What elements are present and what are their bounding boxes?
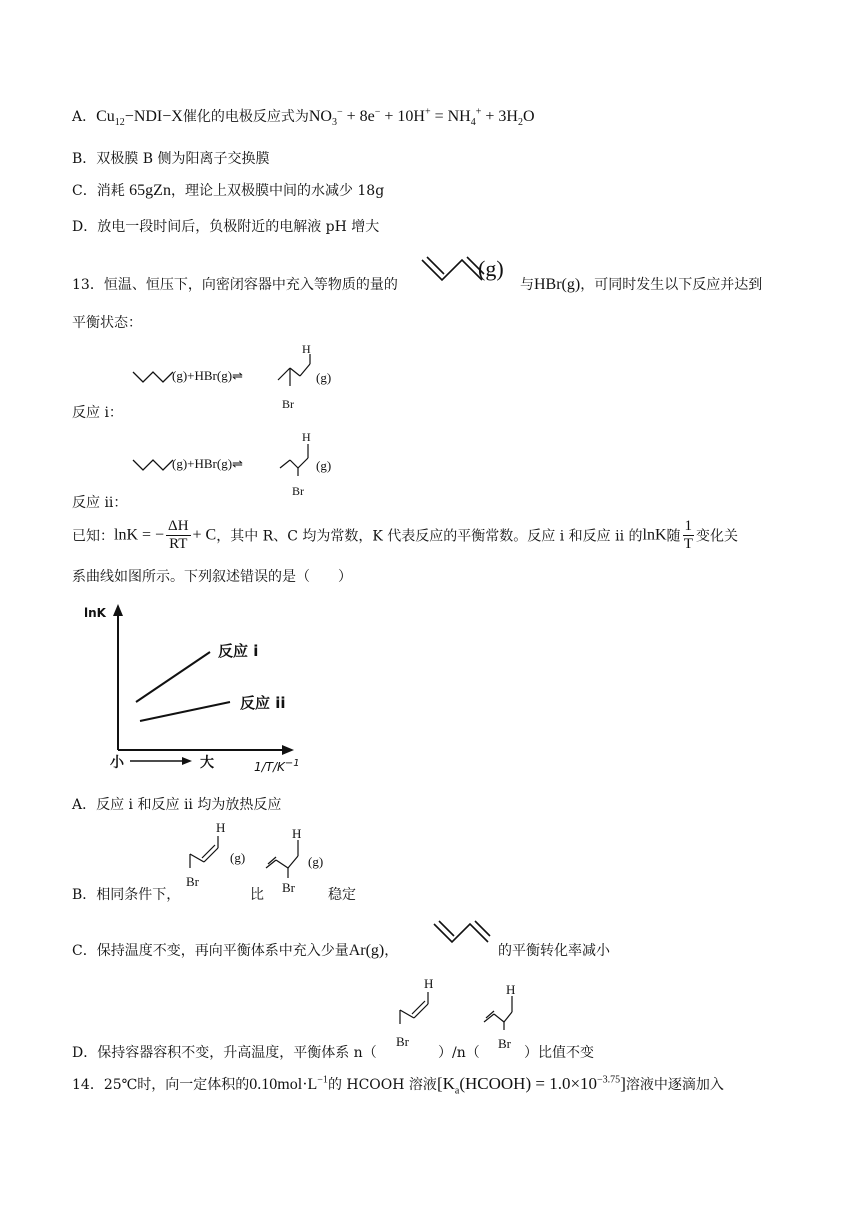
option-b-s2-br: Br — [282, 880, 295, 895]
option-d-s1-h: H — [424, 976, 434, 991]
q13-stem-line2: 平衡状态： — [72, 315, 142, 331]
q13-option-a: A．反应 i 和反应 ii 均为放热反应 — [72, 797, 282, 813]
option-b-s1-g: (g) — [230, 850, 246, 865]
direction-arrow-head — [182, 757, 192, 765]
option-d-1-bromo-2-butene — [394, 986, 438, 1036]
reaction-ii-label: 反应 ii： — [72, 495, 128, 511]
reaction-ii-g: (g) — [316, 458, 332, 473]
option-d-s2-br: Br — [498, 1036, 511, 1051]
reaction-ii-product — [278, 436, 318, 486]
q14-stem: 14．25℃时，向一定体积的$0.10mol\cdot L^{-1}$的 HCOOH 溶液$[K_a(HCOOH) = 1.0\times 10^{-3.75}]$溶液中逐滴加入 — [72, 1074, 724, 1097]
chart-large-label: 大 — [200, 755, 214, 771]
q13-option-d-post: ）比值不变 — [524, 1045, 594, 1061]
reaction-ii-h: H — [302, 430, 311, 444]
option-b-1-bromo-2-butene — [184, 832, 228, 880]
q12-option-a: A．$Cu_{12}-NDI-X$催化的电极反应式为$NO_3^- + 8e^- + 10H^+ = NH_4^+ + 3H_2O$ — [72, 106, 535, 129]
series-reaction-i-line — [136, 652, 210, 702]
diene-gas-label: (g) — [478, 256, 504, 281]
option-b-s1-h: H — [216, 820, 226, 835]
q13-option-d-mid: ）/n（ — [438, 1045, 480, 1061]
option-d-s1-br: Br — [396, 1034, 409, 1049]
q13-stem-last: 系曲线如图所示。下列叙述错误的是（ ） — [72, 569, 352, 585]
q13-known-line: 已知：lnK = − $\frac{\Delta H}{RT}$ + C，其中 R、C 均为常数，K 代表反应的平衡常数。反应 i 和反应 ii 的lnK随 $\frac{1}{T}$ 变化关 — [72, 518, 739, 552]
reaction-ii-br: Br — [292, 484, 304, 498]
q12-option-c: C．消耗 65gZn，理论上双极膜中间的水减少 18g — [72, 182, 385, 199]
q12-option-d: D．放电一段时间后，负极附近的电解液 pH 增大 — [72, 219, 380, 235]
option-b-s1-br: Br — [186, 874, 199, 889]
q13-option-d-pre: D．保持容器容积不变，升高温度，平衡体系 n（ — [72, 1045, 377, 1061]
option-b-3-bromo-1-butene — [264, 836, 308, 884]
reaction-ii-reactants: (g)+HBr(g)⇌ — [172, 456, 243, 471]
option-b-s2-g: (g) — [308, 854, 324, 869]
option-c-butadiene — [432, 916, 496, 952]
q13-option-c-post: 的平衡转化率减小 — [498, 943, 610, 959]
chart-small-label: 小 — [110, 755, 124, 771]
chart-series-ii-label: 反应 ii — [240, 694, 286, 712]
q13-option-b-pre: B．相同条件下， — [72, 887, 181, 903]
q12-option-b: B．双极膜 B 侧为阳离子交换膜 — [72, 151, 270, 167]
reaction-i-h: H — [302, 342, 311, 356]
reaction-ii-diene — [132, 458, 174, 474]
reaction-i-reactants: (g)+HBr(g)⇌ — [172, 368, 243, 383]
one-over-t-fraction: $\frac{1}{T}$ — [683, 518, 693, 552]
dh-over-rt-fraction: $\frac{\Delta H}{RT}$ — [168, 518, 189, 552]
series-reaction-ii-line — [140, 702, 230, 721]
q13-option-b-post: 稳定 — [328, 887, 356, 903]
option-d-s2-h: H — [506, 982, 516, 997]
reaction-i-br: Br — [282, 397, 294, 411]
chart-xlabel: $1/T/K^{-1}$ — [254, 758, 300, 774]
reaction-i-g: (g) — [316, 370, 332, 385]
option-d-3-bromo-1-butene — [482, 992, 526, 1040]
chart-ylabel: lnK — [84, 606, 106, 620]
q13-option-c-pre: C．保持温度不变，再向平衡体系中充入少量Ar(g)， — [72, 942, 399, 959]
q13-stem-line1: 13．恒温、恒压下，向密闭容器中充入等物质的量的 — [72, 277, 398, 293]
option-b-s2-h: H — [292, 826, 302, 841]
chart-series-i-label: 反应 i — [218, 642, 259, 660]
q13-option-b-mid: 比 — [250, 887, 264, 903]
x-axis-arrow — [282, 745, 294, 755]
q13-stem-line1b: 与HBr(g)，可同时发生以下反应并达到 — [520, 276, 763, 293]
y-axis-arrow — [113, 604, 123, 616]
reaction-i-diene — [132, 370, 174, 386]
reaction-i-label: 反应 i： — [72, 405, 123, 421]
